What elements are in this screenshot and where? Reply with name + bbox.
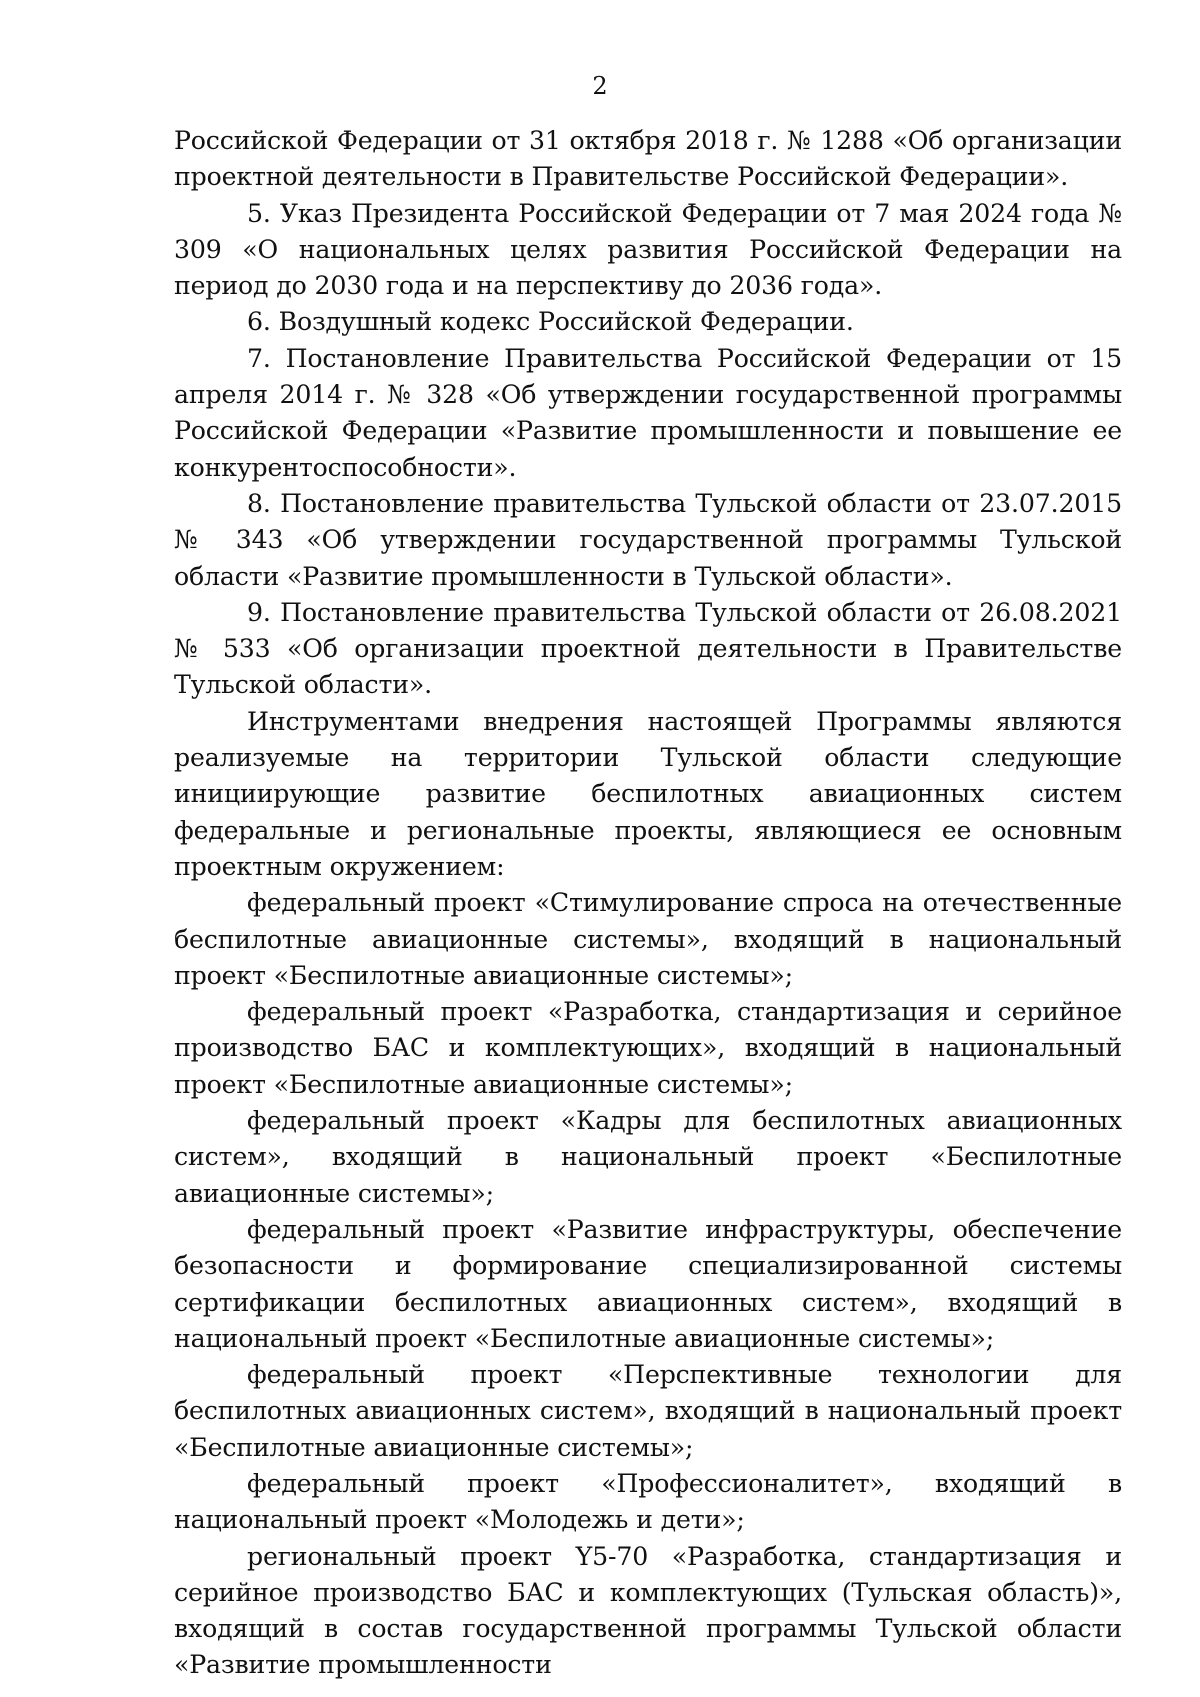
paragraph-item-8: 8. Постановление правительства Тульской области от 23.07.2015 № 343 «Об утверждении государственной программы Тульской области «Развитие промышленности в Тульской области».	[174, 488, 1122, 591]
list-item-project: федеральный проект «Разработка, стандартизация и серийное производство БАС и комплектующих», входящий в национальный проект «Беспилотные авиационные системы»;	[174, 997, 1122, 1099]
list-item-project: федеральный проект «Кадры для беспилотных авиационных систем», входящий в национальный проект «Беспилотные авиационные системы»;	[174, 1106, 1122, 1208]
paragraph-item-7: 7. Постановление Правительства Российской Федерации от 15 апреля 2014 г. № 328 «Об утверждении государственной программы Российской Федерации «Развитие промышленности и повышение ее конкурентоспособности».	[174, 343, 1122, 482]
paragraph-item-6: 6. Воздушный кодекс Российской Федерации.	[247, 307, 854, 337]
paragraph-item-9: 9. Постановление правительства Тульской области от 26.08.2021 № 533 «Об организации проектной деятельности в Правительстве Тульской области».	[174, 597, 1122, 700]
list-item-project: федеральный проект «Стимулирование спроса на отечественные беспилотные авиационные системы», входящий в национальный проект «Беспилотные авиационные системы»;	[174, 888, 1122, 990]
list-item-project: региональный проект Y5-70 «Разработка, стандартизация и серийное производство БАС и комплектующих (Тульская область)», входящий в состав государственной программы Тульской области «Развитие промышленности	[174, 1541, 1122, 1680]
paragraph-continuation: Российской Федерации от 31 октября 2018 г. № 1288 «Об организации проектной деятельности в Правительстве Российской Федерации».	[174, 126, 1122, 192]
document-body	[174, 123, 1122, 1684]
paragraph-instruments-intro: Инструментами внедрения настоящей Программы являются реализуемые на территории Тульской области следующие инициирующие развитие беспилотных авиационных систем федеральные и региональные проекты, являющиеся ее основным проектным окружением:	[174, 706, 1122, 881]
page-number: 2	[592, 72, 608, 100]
list-item-project: федеральный проект «Профессионалитет», входящий в национальный проект «Молодежь и дети»;	[174, 1468, 1122, 1535]
paragraph-item-5: 5. Указ Президента Российской Федерации от 7 мая 2024 года № 309 «О национальных целях развития Российской Федерации на период до 2030 года и на перспективу до 2036 года».	[174, 198, 1122, 301]
list-item-project: федеральный проект «Перспективные технологии для беспилотных авиационных систем», входящий в национальный проект «Беспилотные авиационные системы»;	[174, 1360, 1122, 1462]
list-item-project: федеральный проект «Развитие инфраструктуры, обеспечение безопасности и формирование специализированной системы сертификации беспилотных авиационных систем», входящий в национальный проект «Беспилотные авиационные системы»;	[174, 1214, 1122, 1353]
